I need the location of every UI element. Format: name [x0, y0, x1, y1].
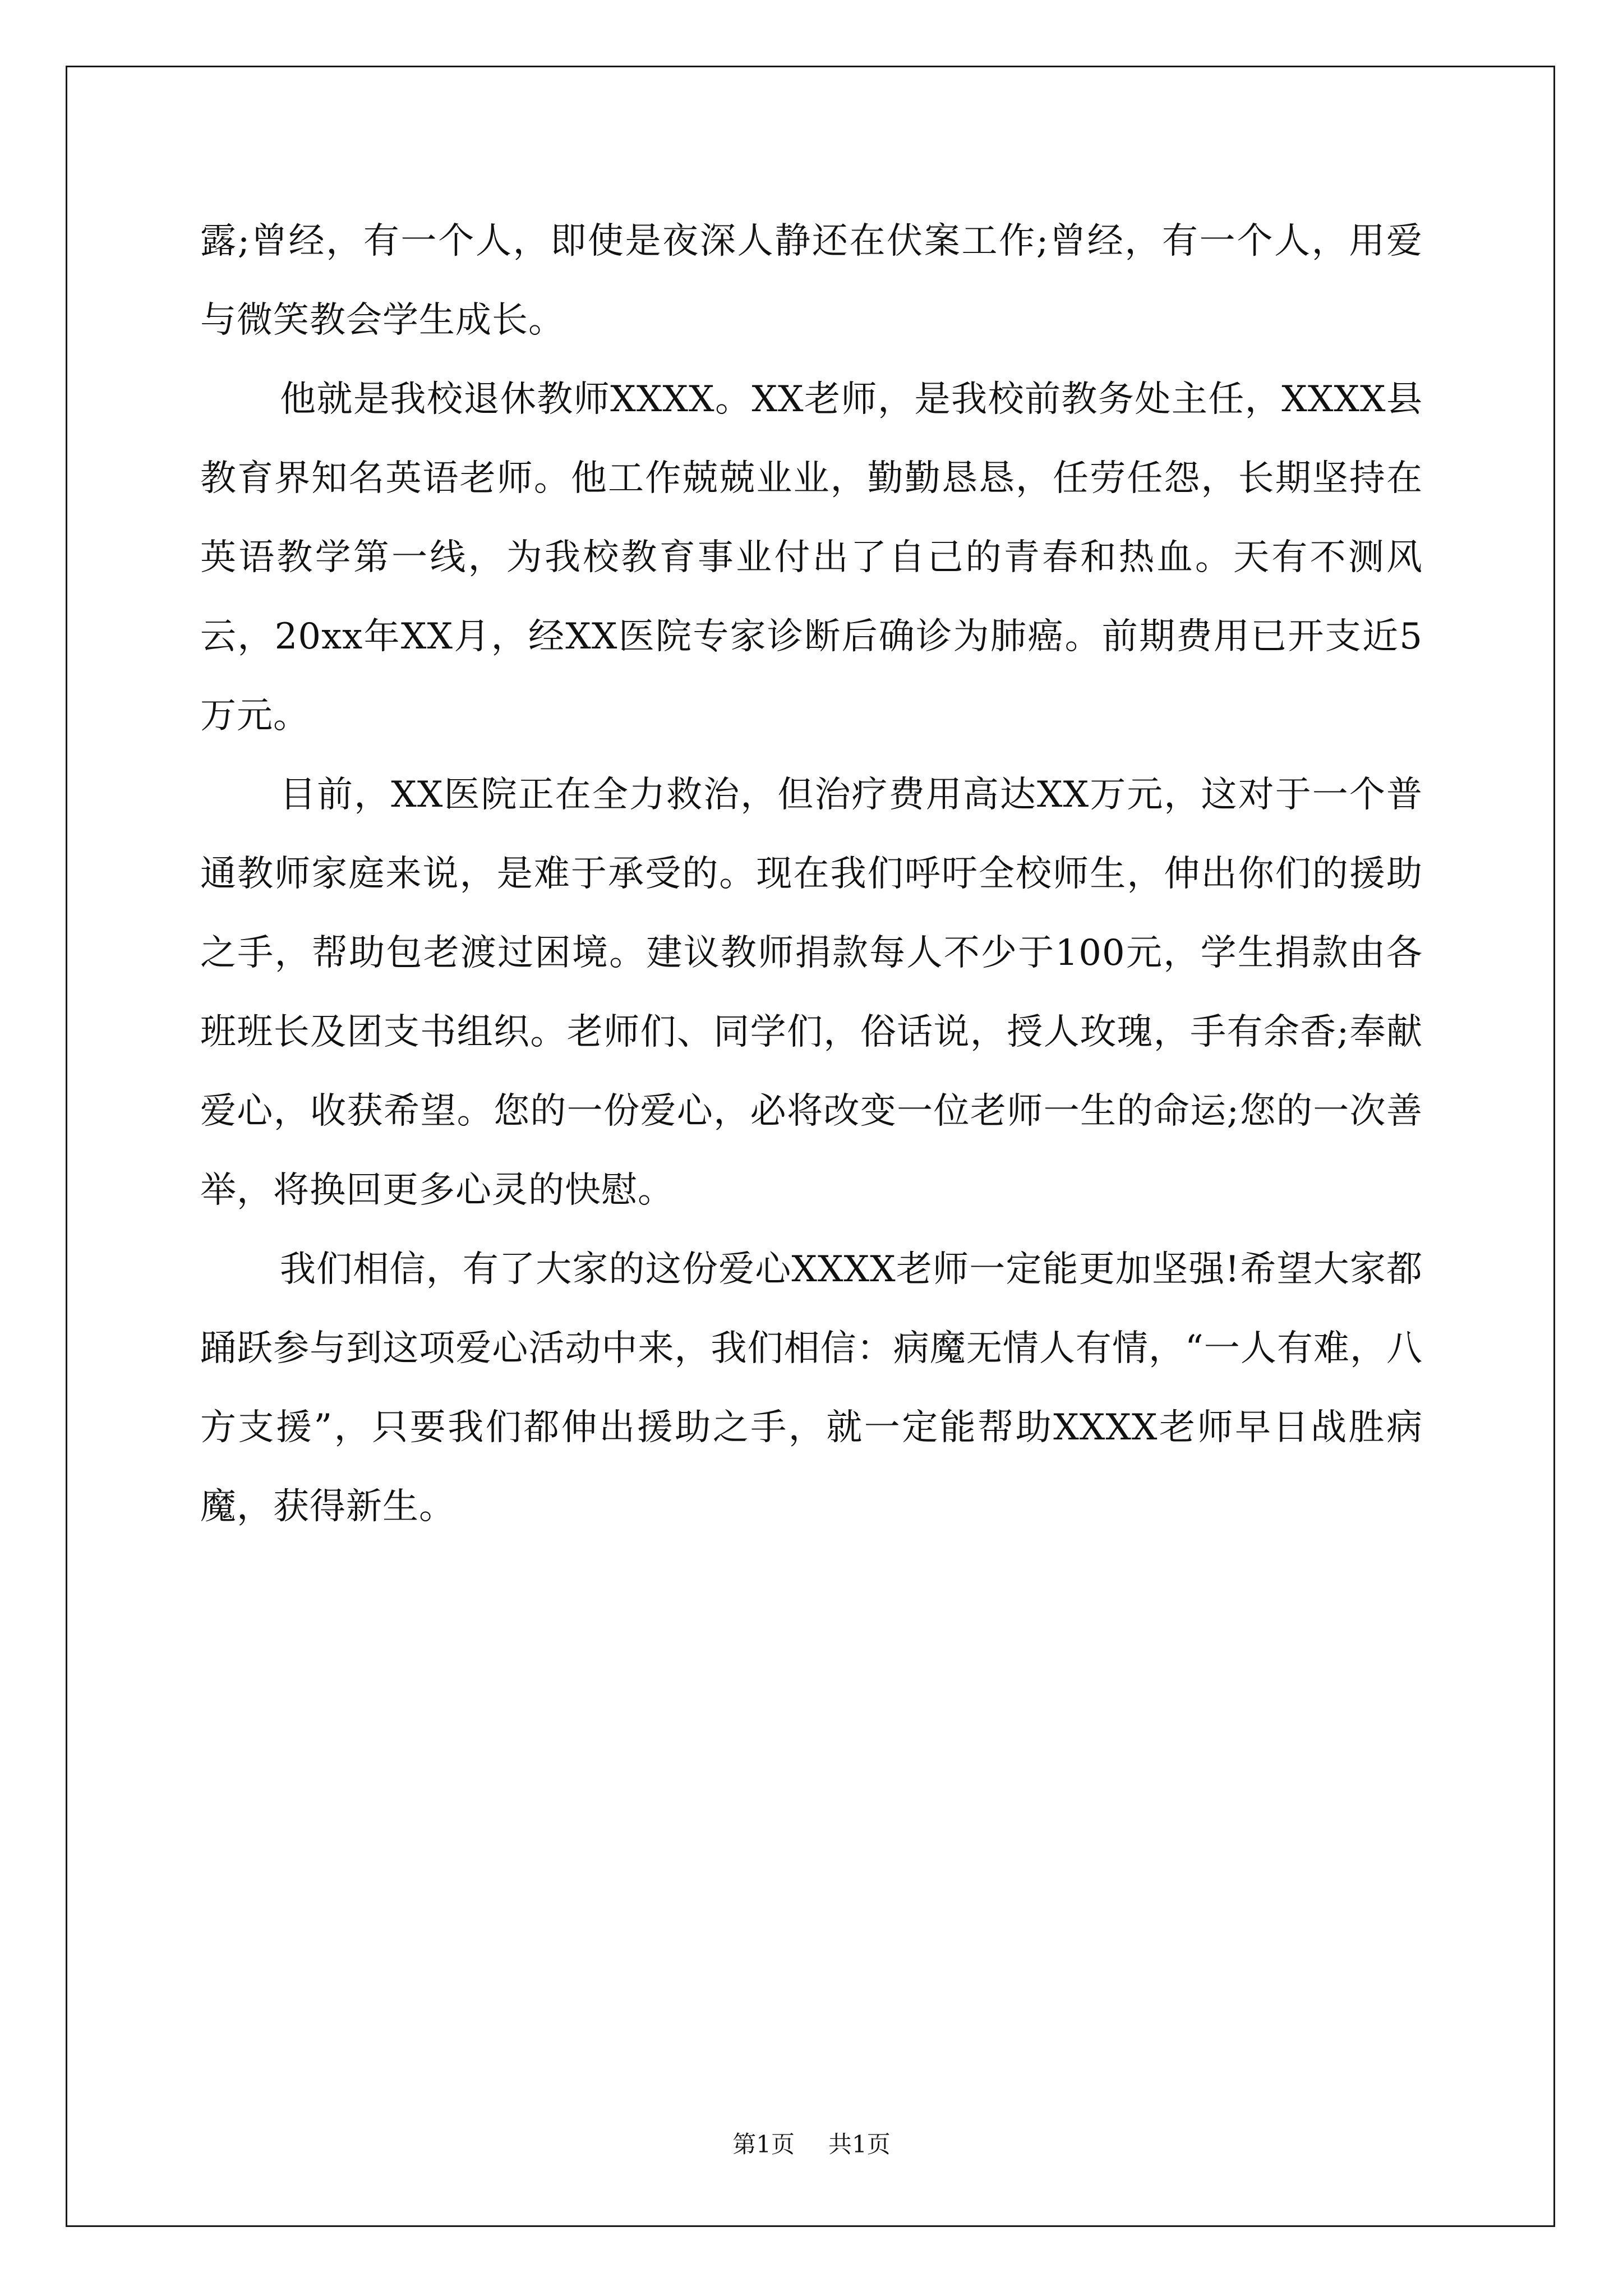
paragraph-3: 目前，XX医院正在全力救治，但治疗费用高达XX万元，这对于一个普通教师家庭来说，是难于承受的。现在我们呼吁全校师生，伸出你们的援助之手，帮助包老渡过困境。建议教师捐款每人不少于100元，学生捐款由各班班长及团支书组织。老师们、同学们，俗话说，授人玫瑰，手有余香;奉献爱心，收获希望。您的一份爱心，必将改变一位老师一生的命运;您的一次善举，将换回更多心灵的快慰。: [200, 774, 1423, 1211]
document-body: [200, 202, 1423, 1547]
paragraph-4: 我们相信，有了大家的这份爱心XXXX老师一定能更加坚强!希望大家都踊跃参与到这项爱心活动中来，我们相信：病魔无情人有情，“一人有难，八方支援”，只要我们都伸出援助之手，就一定能帮助XXXX老师早日战胜病魔，获得新生。: [200, 1249, 1423, 1527]
page-total: 共1页: [828, 2131, 891, 2158]
page-number: 第1页: [732, 2131, 795, 2158]
page-footer: [0, 2126, 1623, 2160]
paragraph-2: 他就是我校退休教师XXXX。XX老师，是我校前教务处主任，XXXX县教育界知名英语老师。他工作兢兢业业，勤勤恳恳，任劳任怨，长期坚持在英语教学第一线，为我校教育事业付出了自己的青春和热血。天有不测风云，20xx年XX月，经XX医院专家诊断后确诊为肺癌。前期费用已开支近5万元。: [200, 379, 1423, 737]
paragraph-1: 露;曾经，有一个人，即使是夜深人静还在伏案工作;曾经，有一个人，用爱与微笑教会学生成长。: [200, 220, 1423, 341]
